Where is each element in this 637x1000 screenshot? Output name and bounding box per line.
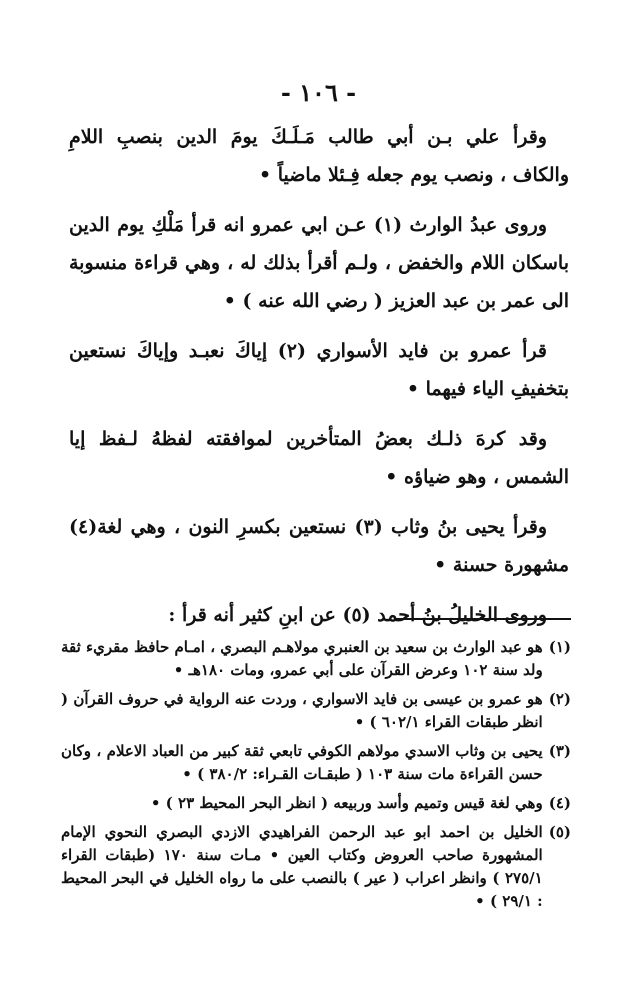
footnote-number: (٤): [548, 794, 571, 812]
paragraph-yahya: وقرأ يحيى بنُ وثاب (٣) نستعين بكسرِ النون ، وهي لغة(٤) مشهورة حسنة •: [69, 516, 569, 576]
footnote-4: [61, 792, 571, 815]
footnote-1: [61, 636, 571, 682]
page-number: - ١٠٦ -: [280, 78, 357, 107]
footnotes: [61, 636, 571, 919]
paragraph-ali: وقرأ علي بـن أبي طالب مَـلَـكَ يومَ الدين بنصبِ اللامِ والكاف ، ونصب يوم جعله فِـئلا ماضياً •: [69, 126, 569, 186]
footnote-number: (٣): [548, 742, 571, 760]
footnote-text: يحيى بن وثاب الاسدي مولاهم الكوفي تابعي ثقة كبير من العباد الاعلام ، وكان حسن القراءة مات سنة ١٠٣ ( طبقـات القـراء: ٣٨٠/٢ ) •: [61, 742, 543, 783]
footnote-3: [61, 740, 571, 786]
footnote-number: (٢): [548, 690, 571, 708]
footnote-text: هو عبد الوارث بن سعيد بن العنبري مولاهـم البصري ، امـام حافظ مقريء ثقة ولد سنة ١٠٢ وعرض القرآن على أبي عمرو، ومات ١٨٠هـ •: [61, 638, 543, 679]
main-text: [69, 118, 569, 646]
paragraph-abd-al-warith: وروى عبدُ الوارث (١) عـن ابي عمرو انه قرأ مَلْكِ يوم الدين باسكان اللام والخفض ، ولـم أقرأ بذلك له ، وهي قراءة منسوبة الى عمر بن عبد العزيز ( رضي الله عنه ) •: [69, 214, 569, 312]
paragraph-makruh: وقد كرهَ ذلـك بعضُ المتأخرين لموافقته لفظهُ لـفظ إيا الشمس ، وهو ضياؤه •: [69, 428, 569, 488]
footnote-text: وهي لغة قيس وتميم وأسد وربيعه ( انظر البحر المحيط ٢٣ ) •: [150, 794, 543, 812]
paragraph-amr-ibn-fayid: قرأ عمرو بن فايد الأسواري (٢) إياكَ نعبـد وإياكَ نستعين بتخفيفِ الياء فيهما •: [69, 340, 569, 400]
paragraph-khalil: وروى الخليلُ بنُ أحمد (٥) عن ابنِ كثير أنه قرأ :: [168, 604, 547, 626]
footnote-2: [61, 688, 571, 734]
footnote-text: هو عمرو بن عيسى بن فايد الاسواري ، وردت عنه الرواية في حروف القرآن ( انظر طبقات القراء ٦٠٢/١ ) •: [61, 690, 543, 731]
footnote-separator: [395, 618, 571, 620]
footnote-text: الخليل بن احمد ابو عبد الرحمن الفراهيدي الازدي البصري النحوي الإمام المشهورة صاحب العروض وكتاب العين • مـات سنة ١٧٠ (طبقات القراء ٢٧٥/١ ) وانظر اعراب ( عير ) بالنصب على ما رواه الخليل في البحر المحيط : ٢٩/١ ) •: [61, 823, 543, 910]
footnote-number: (٥): [548, 823, 571, 841]
footnote-number: (١): [548, 638, 571, 656]
footnote-5: [61, 821, 571, 913]
